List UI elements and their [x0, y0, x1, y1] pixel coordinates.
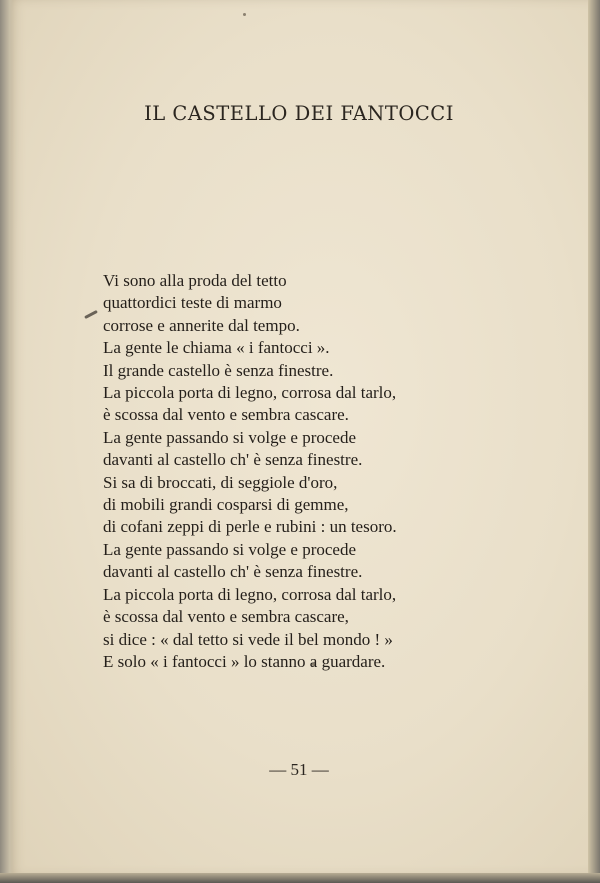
poem-line: La gente passando si volge e procede [103, 539, 357, 559]
poem-line: di mobili grandi cosparsi di gemme, [103, 495, 349, 515]
poem-line: Si sa di broccati, di seggiole d'oro, [103, 472, 338, 492]
poem-line: è scossa dal vento e sembra cascare, [103, 607, 349, 627]
poem-line: di cofani zeppi di perle e rubini : un tesoro. [103, 517, 397, 537]
poem-line: davanti al castello ch' è senza finestre. [103, 450, 363, 470]
poem-line: La gente le chiama « i fantocci ». [103, 338, 330, 358]
paper-speck [243, 13, 246, 16]
poem-line: La piccola porta di legno, corrosa dal tarlo, [103, 383, 397, 403]
book-spine-shadow [0, 0, 14, 883]
pencil-mark [84, 310, 98, 319]
poem-title: IL CASTELLO DEI FANTOCCI [144, 102, 454, 125]
poem-line: La piccola porta di legno, corrosa dal tarlo, [103, 584, 397, 604]
page-right-edge [588, 0, 600, 883]
poem-line: quattordici teste di marmo [103, 293, 282, 313]
poem-line: E solo « i fantocci » lo stanno a guardare. [103, 651, 386, 671]
poem-line: Vi sono alla proda del tetto [103, 271, 287, 290]
poem-line: davanti al castello ch' è senza finestre. [103, 562, 363, 582]
poem-line: corrose e annerite dal tempo. [103, 315, 300, 335]
poem-body [103, 270, 583, 673]
poem-line: è scossa dal vento e sembra cascare. [103, 405, 349, 425]
page-bottom-edge [0, 873, 600, 883]
poem-line: Il grande castello è senza finestre. [103, 360, 334, 380]
book-page [8, 0, 590, 875]
poem-line: si dice : « dal tetto si vede il bel mondo ! » [103, 629, 393, 649]
page-number: — 51 — [269, 760, 329, 779]
poem-line: La gente passando si volge e procede [103, 427, 357, 447]
